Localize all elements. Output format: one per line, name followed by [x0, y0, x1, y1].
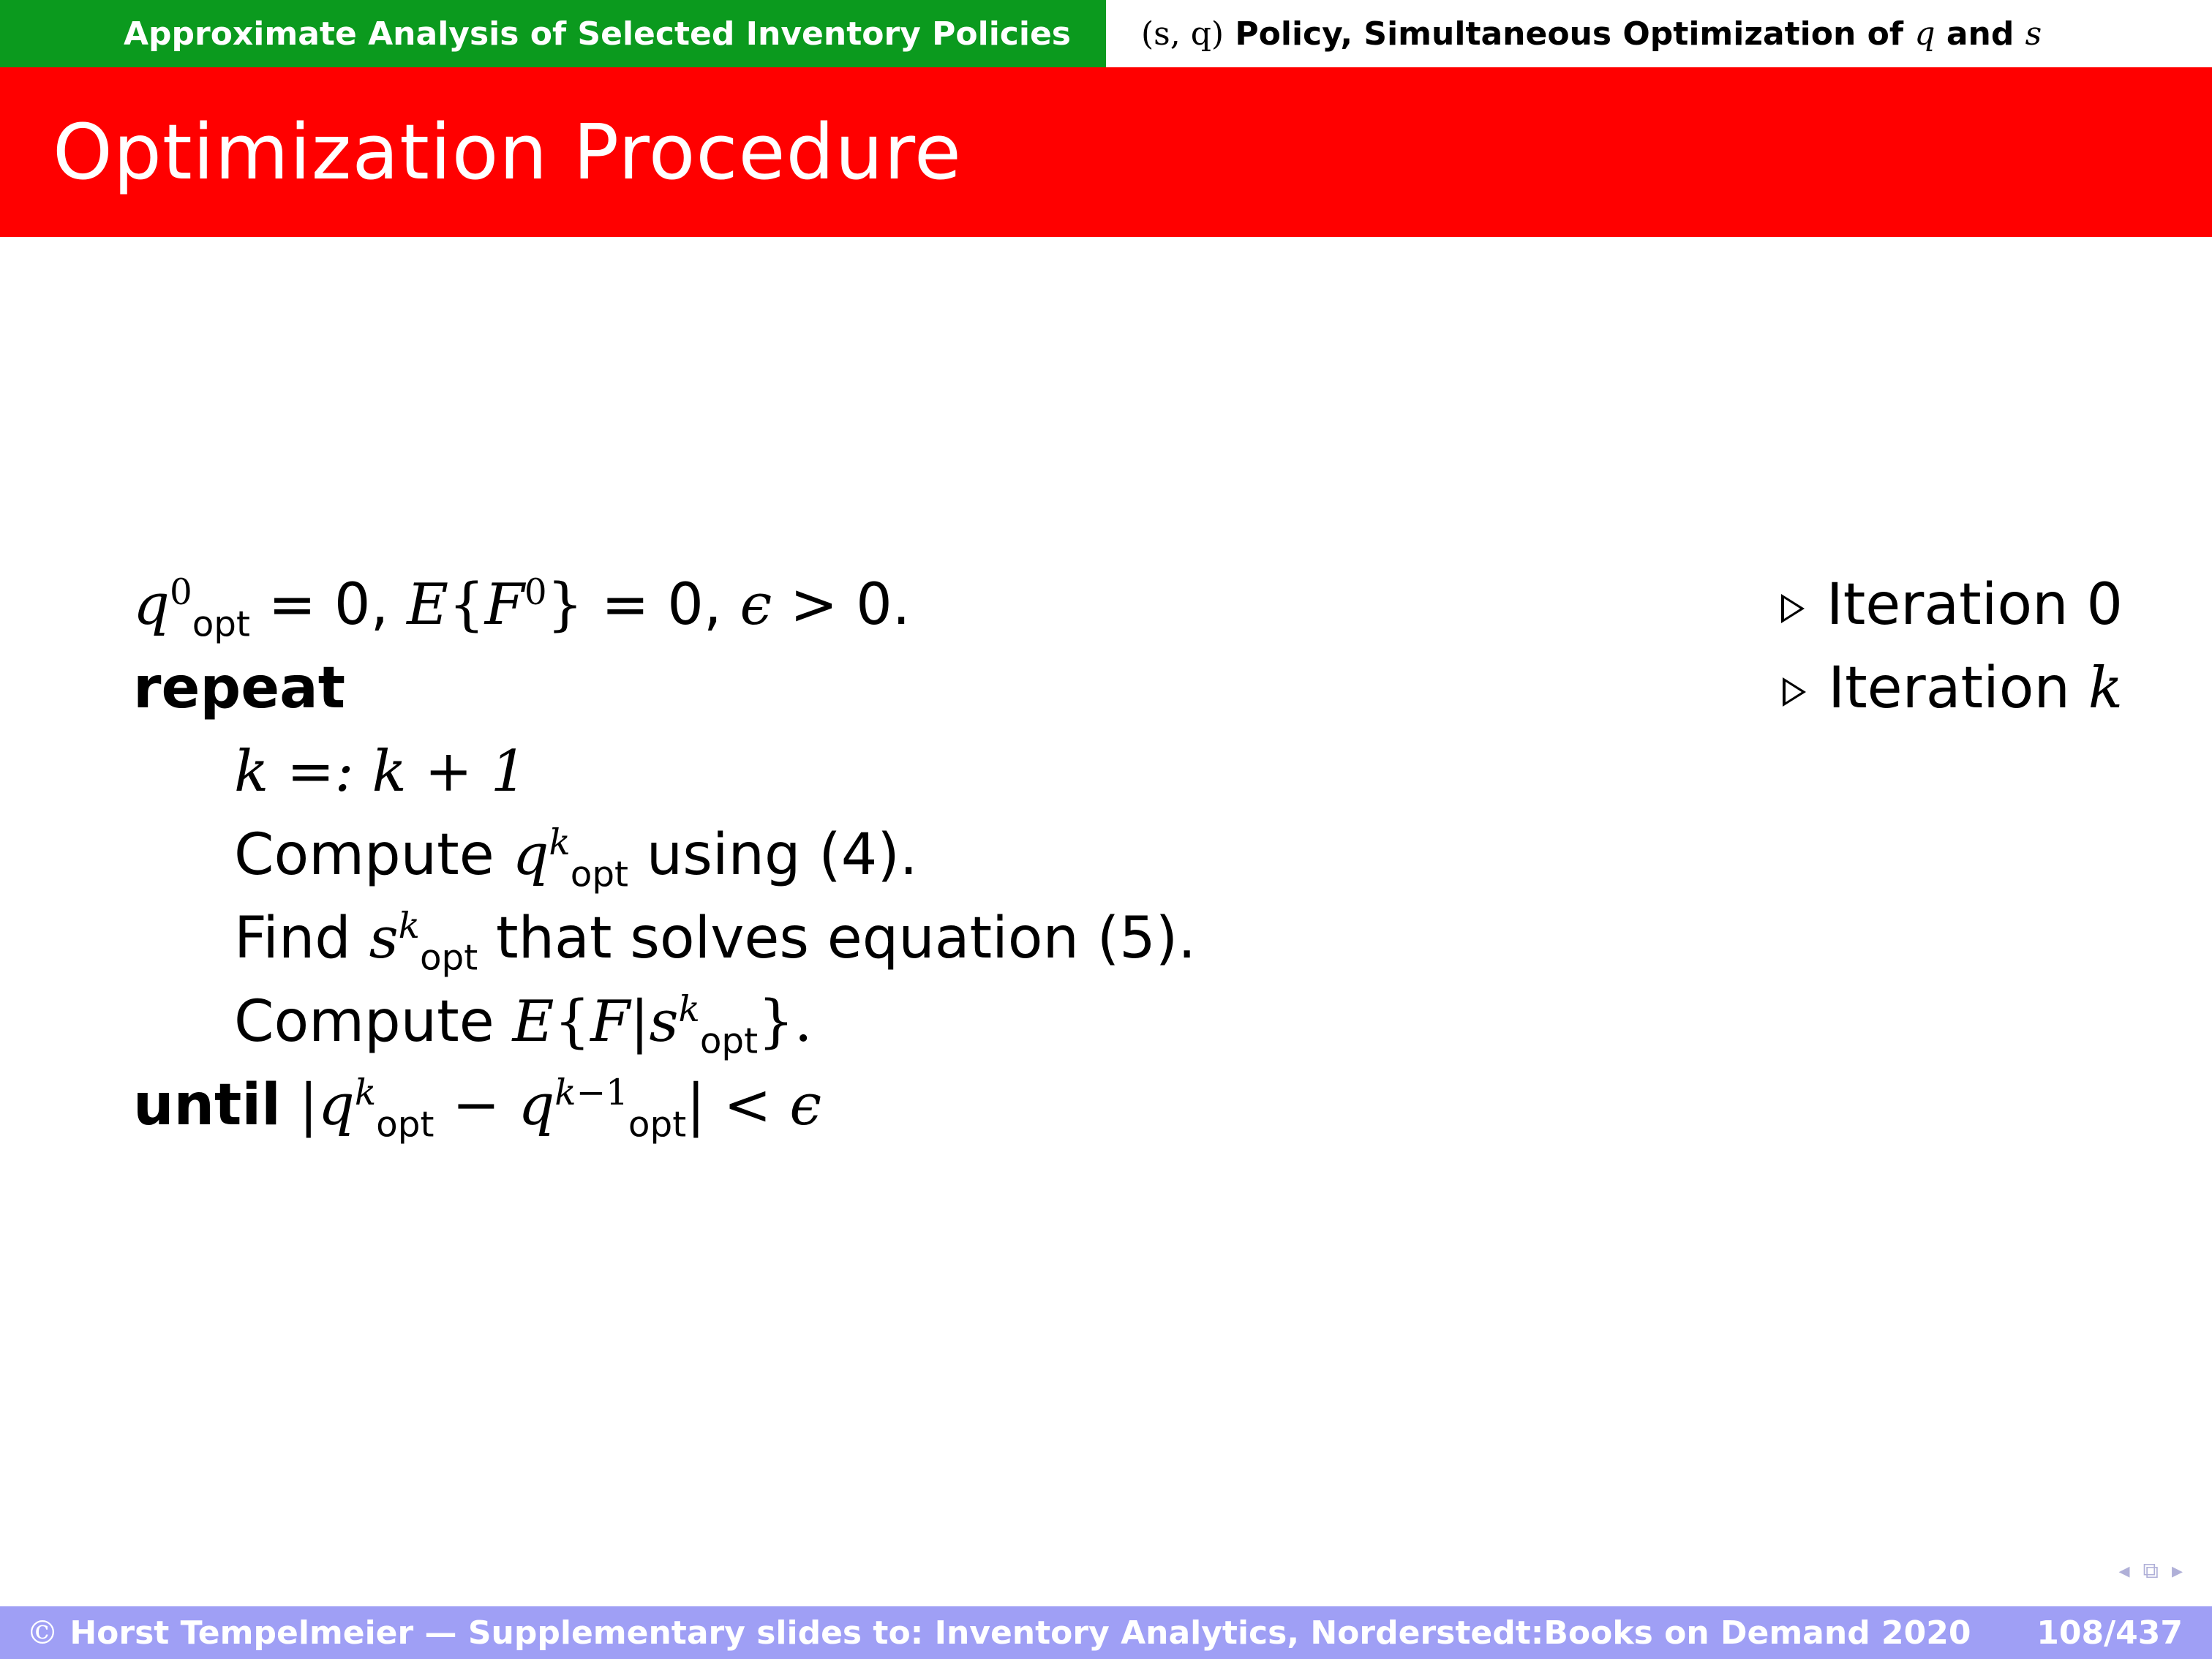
algo-line-repeat	[133, 647, 2123, 730]
comment-iteration-k	[1783, 647, 2123, 730]
algo-line-compute-q	[133, 813, 2123, 897]
page-title: Optimization Procedure	[53, 108, 962, 197]
until-condition: $|q^k_{opt} - q^{k-1}_{opt}| < \epsilon$	[298, 1072, 822, 1146]
footer-copyright	[26, 1614, 1971, 1652]
algorithm-block	[133, 563, 2123, 1147]
init-expectation-symbol: $E\{F^0\}$	[407, 572, 584, 638]
algo-line-find-s	[133, 897, 2123, 980]
header-and-word: and	[1946, 15, 2014, 53]
header-section-label: Approximate Analysis of Selected Inventory Policies	[123, 15, 1071, 53]
s-opt-k-symbol: $s^k_{opt}$	[369, 906, 478, 979]
nav-prev-icon[interactable]: ◂	[2118, 1558, 2130, 1584]
q-opt-k-symbol: $q^k_{opt}$	[512, 822, 628, 895]
find-s-suffix: that solves equation (5).	[496, 906, 1197, 971]
repeat-keyword: repeat	[133, 655, 346, 721]
nav-next-icon[interactable]: ▸	[2171, 1558, 2183, 1584]
find-s-prefix: Find	[234, 906, 351, 971]
header-var-q: q	[1914, 15, 1936, 53]
comment-iteration-0	[1781, 563, 2123, 647]
comment-iteration-k-var: k	[2088, 655, 2123, 721]
algo-line-init	[133, 563, 2123, 647]
copyright-icon: ©	[26, 1614, 59, 1652]
footer-copyright-text: Horst Tempelmeier — Supplementary slides to: Inventory Analytics, Norderstedt:Books on Demand 2020	[69, 1614, 1971, 1652]
comment-triangle-icon	[1783, 677, 1806, 707]
nav-controls	[2118, 1558, 2183, 1584]
header-var-s: s	[2025, 15, 2042, 53]
init-q-symbol: $q^0_{opt}$	[133, 572, 250, 645]
until-keyword: until	[133, 1072, 281, 1138]
compute-e-prefix: Compute	[234, 989, 494, 1055]
algo-line-increment	[133, 730, 2123, 813]
algo-line-until	[133, 1064, 2123, 1147]
nav-frames-icon[interactable]: ⧉	[2143, 1558, 2159, 1584]
compute-q-suffix: using (4).	[646, 822, 918, 888]
footer-page-number: 108/437	[2036, 1614, 2183, 1652]
init-epsilon-symbol: ϵ	[740, 572, 772, 638]
compute-q-prefix: Compute	[234, 822, 494, 888]
header-subsection-math: (s, q)	[1141, 15, 1224, 53]
header-bar	[0, 0, 2212, 67]
comment-iteration-0-label: Iteration 0	[1826, 572, 2123, 638]
increment-expression: k =: k + 1	[234, 739, 527, 805]
title-band	[0, 67, 2212, 237]
footer-bar	[0, 1606, 2212, 1659]
comment-iteration-k-label: Iteration	[1828, 655, 2070, 721]
init-expectation-value: = 0,	[601, 572, 722, 638]
init-epsilon-value: > 0.	[789, 572, 911, 638]
header-subsection-label: Policy, Simultaneous Optimization of	[1235, 15, 1903, 53]
header-subsection[interactable]	[1106, 0, 2212, 67]
conditional-expectation-symbol: $E\{F|s^k_{opt}\}$.	[512, 989, 813, 1062]
comment-triangle-icon	[1781, 594, 1805, 623]
init-q-value: = 0,	[268, 572, 389, 638]
header-section[interactable]	[0, 0, 1106, 67]
algo-line-compute-e	[133, 980, 2123, 1064]
